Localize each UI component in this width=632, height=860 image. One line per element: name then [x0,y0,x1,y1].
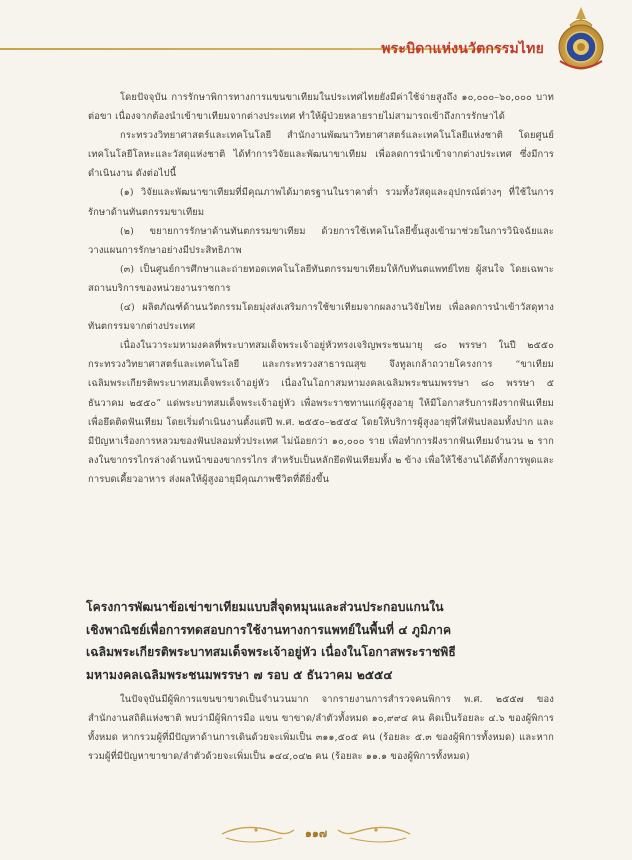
section-body [88,690,554,766]
body-paragraph: เนื่องในวาระมหามงคลที่พระบาทสมเด็จพระเจ้าอยู่หัวทรงเจริญพระชนมายุ ๘๐ พรรษา ในปี ๒๕๕๐ กระทรวงวิทยาศาสตร์และเทคโนโลยี และกระทรวงสาธารณสุข จึงทูลเกล้าถวายโครงการ “ขาเทียมเฉลิมพระเกียรติพระบาทสมเด็จพระเจ้าอยู่หัว เนื่องในโอกาสมหามงคลเฉลิมพระชนมพรรษา ๘๐ พรรษา ๕ ธันวาคม ๒๕๕๐” แด่พระบาทสมเด็จพระเจ้าอยู่หัว เพื่อพระราชทานแก่ผู้สูงอายุ ให้มีโอกาสรับการฝังรากฟันเทียม เพื่อยึดติดฟันเทียม โดยเริ่มดำเนินงานตั้งแต่ปี พ.ศ. ๒๕๕๐–๒๕๕๔ โดยให้บริการผู้สูงอายุที่ใส่ฟันปลอมทั้งปาก และมีปัญหาเรื่องการหลวมของฟันปลอมทั่วประเทศ ไม่น้อยกว่า ๑๐,๐๐๐ ราย เพื่อทำการฝังรากฟันเทียมจำนวน ๒ ราก ลงในขากรรไกรล่างด้านหน้าของขากรรไกร สำหรับเป็นหลักยึดฟันเทียมทั้ง ๒ ข้าง เพื่อให้ใช้งานได้ดีทั้งการพูดและการบดเคี้ยวอาหาร ส่งผลให้ผู้สูงอายุมีคุณภาพชีวิตที่ดียิ่งขึ้น [88,340,554,485]
body-text [88,88,554,489]
royal-emblem-icon [552,5,610,73]
section-heading [86,596,562,686]
body-paragraph: โดยปัจจุบัน การรักษาพิการทางการแขนขาเทียมในประเทศไทยยังมีค่าใช้จ่ายสูงถึง ๑๐,๐๐๐–๖๐,๐๐๐ บาทต่อขา เนื่องจากต้องนำเข้าขาเทียมจากต่างประเทศ ทำให้ผู้ป่วยหลายรายไม่สามารถเข้าถึงการรักษาได้ [88,92,554,123]
header-title: พระบิดาแห่งนวัตกรรมไทย [381,41,544,57]
body-paragraph: (๔) ผลิตภัณฑ์ด้านนวัตกรรมโดยมุ่งส่งเสริมการใช้ขาเทียมจากผลงานวิจัยไทย เพื่อลดการนำเข้าวัสดุทางทันตกรรมจากต่างประเทศ [88,302,554,333]
body-paragraph: (๒) ขยายการรักษาด้านทันตกรรมขาเทียม ด้วยการใช้เทคโนโลยีขั้นสูงเข้ามาช่วยในการวินิจฉัยและวางแผนการรักษาอย่างมีประสิทธิภาพ [88,225,554,256]
section-heading-line: มหามงคลเฉลิมพระชนมพรรษา ๗ รอบ ๕ ธันวาคม ๒๕๕๔ [86,667,393,682]
section-heading-line: เชิงพาณิชย์เพื่อการทดสอบการใช้งานทางการแพทย์ในพื้นที่ ๔ ภูมิภาค [86,622,452,637]
section-heading-line: เฉลิมพระเกียรติพระบาทสมเด็จพระเจ้าอยู่หัว เนื่องในโอกาสพระราชพิธี [86,645,456,659]
section-paragraph: ในปัจจุบันมีผู้พิการแขนขาขาดเป็นจำนวนมาก จากรายงานการสำรวจคนพิการ พ.ศ. ๒๕๕๗ ของสำนักงานสถิติแห่งชาติ พบว่ามีผู้พิการมือ แขน ขาขาด/ลำตัวทั้งหมด ๑๐,๙๙๔ คน คิดเป็นร้อยละ ๔.๖ ของผู้พิการทั้งหมด หากรวมผู้ที่มีปัญหาด้านการเดินด้วยจะเพิ่มเป็น ๓๑๑,๕๐๕ คน (ร้อยละ ๕.๓ ของผู้พิการทั้งหมด) และหากรวมผู้ที่มีปัญหาขาขาด/ลำตัวด้วยจะเพิ่มเป็น ๑๔๔,๐๔๒ คน (ร้อยละ ๑๑.๑ ของผู้พิการทั้งหมด) [88,694,554,763]
body-paragraph: (๓) เป็นศูนย์การศึกษาและถ่ายทอดเทคโนโลยีทันตกรรมขาเทียมให้กับทันตแพทย์ไทย ผู้สนใจ โดยเฉพาะสถานบริการของหน่วยงานราชการ [88,263,554,294]
body-paragraph: กระทรวงวิทยาศาสตร์และเทคโนโลยี สำนักงานพัฒนาวิทยาศาสตร์และเทคโนโลยีแห่งชาติ โดยศูนย์เทคโนโลยีโลหะและวัสดุแห่งชาติ ได้ทำการวิจัยและพัฒนาขาเทียม เพื่อลดการนำเข้าจากต่างประเทศ ซึ่งมีการดำเนินงาน ดังต่อไปนี้ [88,130,554,180]
body-paragraph: (๑) วิจัยและพัฒนาขาเทียมที่มีคุณภาพได้มาตรฐานในราคาต่ำ รวมทั้งวัสดุและอุปกรณ์ต่างๆ ที่ใช้ในการรักษาด้านทันตกรรมขาเทียม [88,187,554,218]
page-number: ๑๑๗ [304,827,328,840]
section-heading-line: โครงการพัฒนาข้อเข่าขาเทียมแบบสี่จุดหมุนและส่วนประกอบแกนใน [86,600,444,614]
